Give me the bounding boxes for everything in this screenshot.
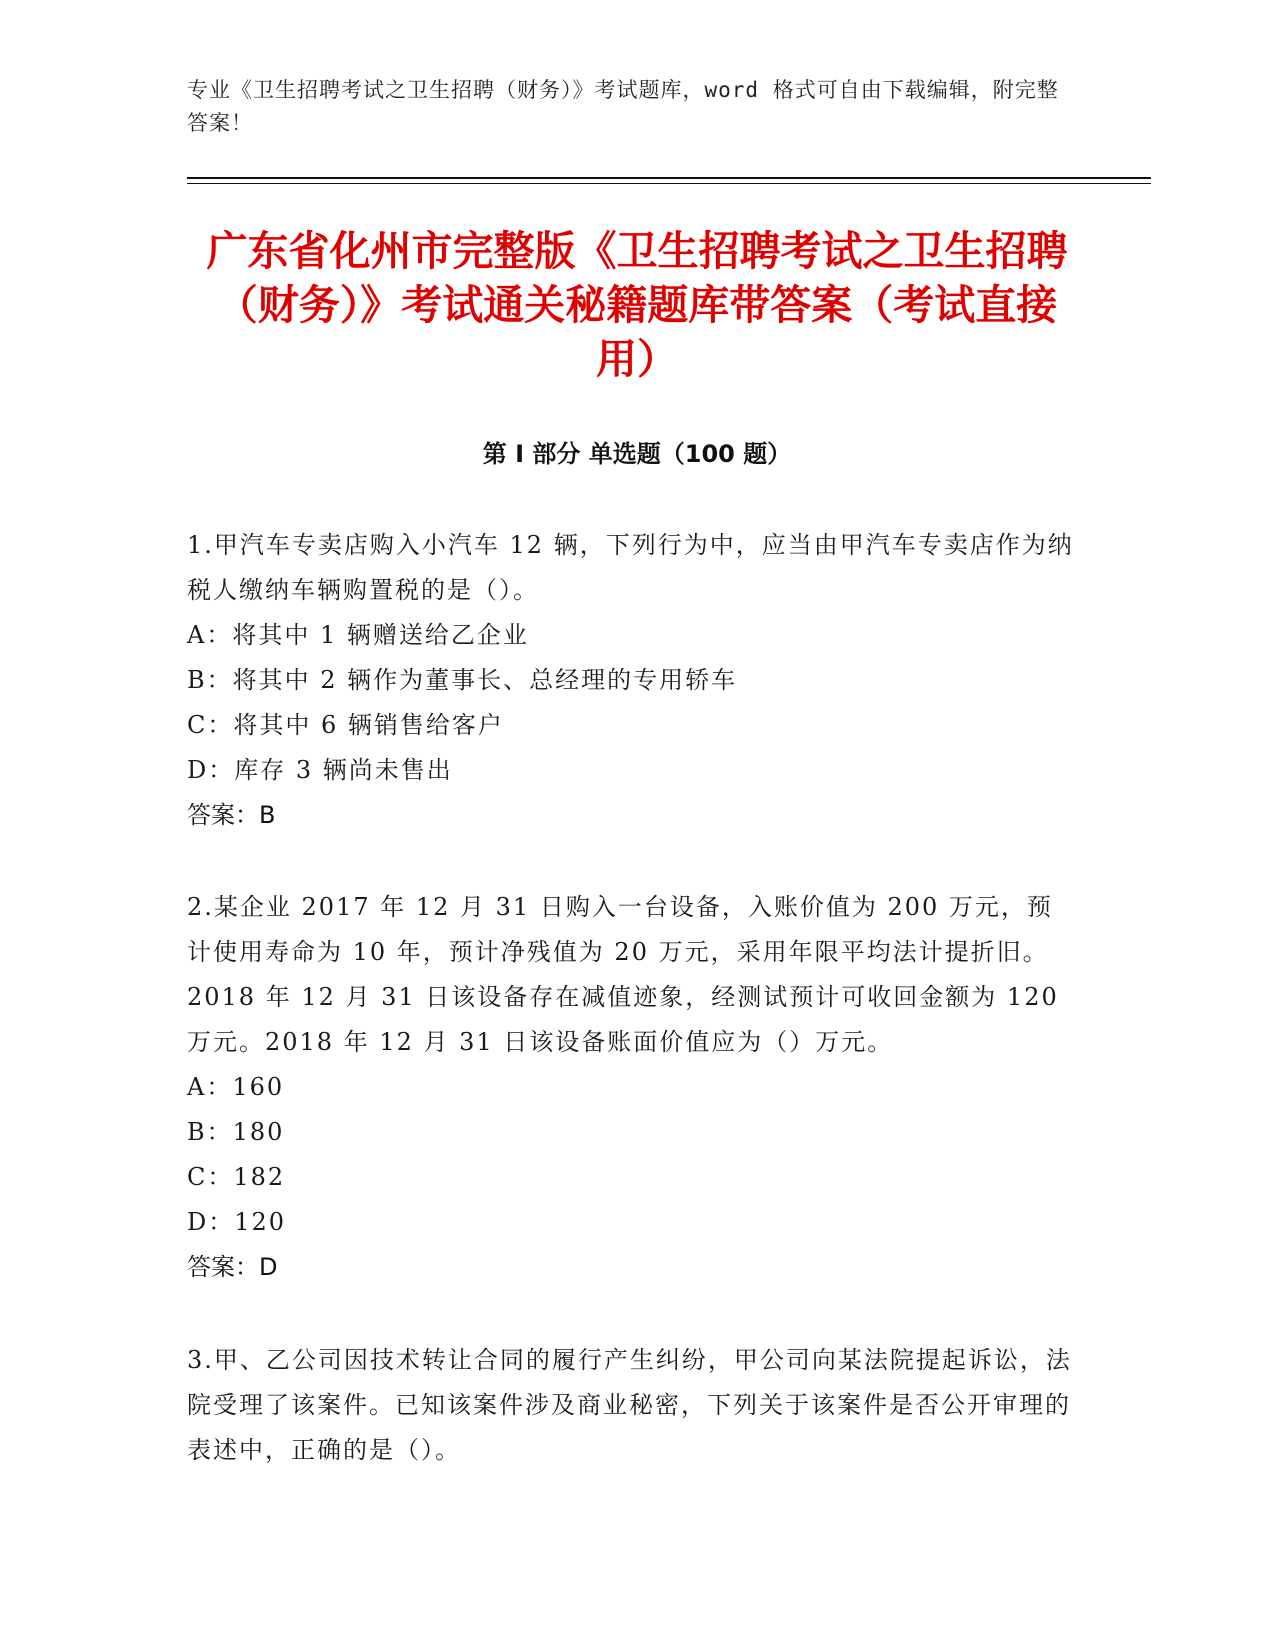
option-a: A：160 — [187, 1073, 285, 1101]
option-b: B：将其中 2 辆作为董事长、总经理的专用轿车 — [187, 666, 738, 694]
option-d: D：库存 3 辆尚未售出 — [187, 756, 453, 784]
answer: 答案：B — [187, 801, 276, 829]
option-a: A：将其中 1 辆赠送给乙企业 — [187, 621, 529, 649]
header-rule-bottom — [187, 183, 1151, 184]
question-2 — [187, 885, 1077, 1290]
option-b: B：180 — [187, 1118, 285, 1146]
question-3 — [187, 1338, 1077, 1473]
header-note: 专业《卫生招聘考试之卫生招聘（财务）》考试题库，word 格式可自由下载编辑，附完整答案！ — [187, 78, 1059, 135]
header-rule-top — [187, 177, 1151, 179]
section-title: 第 I 部分 单选题（100 题） — [482, 440, 792, 468]
document-title: 广东省化州市完整版《卫生招聘考试之卫生招聘（财务）》考试通关秘籍题库带答案（考试直接用） — [206, 227, 1068, 383]
answer: 答案：D — [187, 1253, 278, 1281]
option-d: D：120 — [187, 1208, 287, 1236]
question-stem: 2.某企业 2017 年 12 月 31 日购入一台设备，入账价值为 200 万元，预计使用寿命为 10 年，预计净残值为 20 万元，采用年限平均法计提折旧。2018 年 12 月 31 日该设备存在减值迹象，经测试预计可收回金额为 120 万元。2018 年 12 月 31 日该设备账面价值应为（）万元。 — [187, 893, 1059, 1056]
question-stem: 3.甲、乙公司因技术转让合同的履行产生纠纷，甲公司向某法院提起诉讼，法院受理了该案件。已知该案件涉及商业秘密，下列关于该案件是否公开审理的表述中，正确的是（）。 — [187, 1346, 1072, 1464]
question-1 — [187, 523, 1077, 838]
option-c: C：将其中 6 辆销售给客户 — [187, 711, 504, 739]
question-stem: 1.甲汽车专卖店购入小汽车 12 辆，下列行为中，应当由甲汽车专卖店作为纳税人缴纳车辆购置税的是（）。 — [187, 531, 1074, 604]
option-c: C：182 — [187, 1163, 286, 1191]
